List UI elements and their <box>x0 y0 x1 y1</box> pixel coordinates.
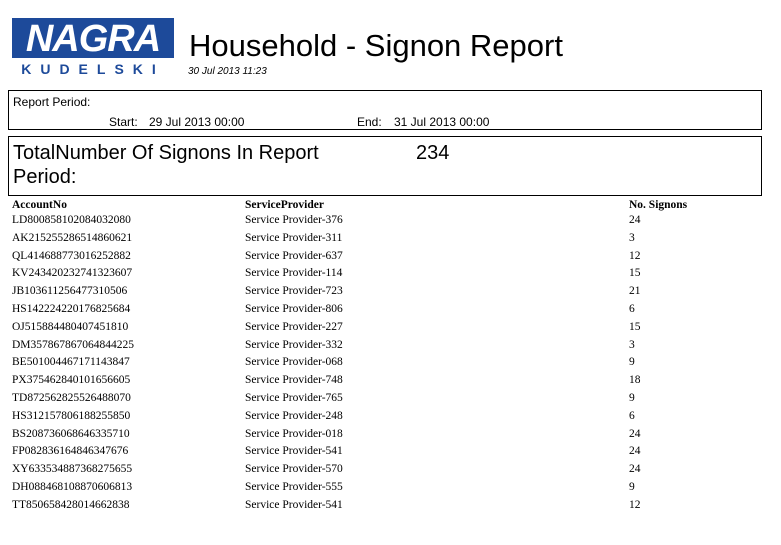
logo-graphic <box>12 18 174 76</box>
logo-top-text: NAGRA <box>25 18 161 60</box>
service-provider-cell: Service Provider-248 <box>245 409 343 422</box>
account-no-cell: AK215255286514860621 <box>12 231 133 244</box>
table-row <box>0 498 781 516</box>
account-no-cell: FP082836164846347676 <box>12 445 129 458</box>
report-period-box <box>8 90 762 130</box>
signons-cell: 6 <box>629 409 635 422</box>
end-value: 31 Jul 2013 00:00 <box>394 115 490 129</box>
report-timestamp: 30 Jul 2013 11:23 <box>188 66 267 77</box>
start-label: Start: <box>109 115 138 129</box>
report-period-label: Report Period: <box>13 95 91 109</box>
service-provider-cell: Service Provider-332 <box>245 338 343 351</box>
report-title: Household - Signon Report <box>189 28 563 63</box>
table-row <box>0 480 781 498</box>
account-no-cell: KV243420232741323607 <box>12 267 133 280</box>
total-signons-label: TotalNumber Of Signons In Report Period: <box>13 142 319 188</box>
table-row <box>0 213 781 231</box>
signons-cell: 24 <box>629 463 641 476</box>
table-row <box>0 284 781 302</box>
table-header <box>0 198 781 213</box>
total-signons-value: 234 <box>416 142 450 164</box>
table-row <box>0 338 781 356</box>
logo-bottom-text: KUDELSKI <box>21 61 165 76</box>
column-header-accountno: AccountNo <box>12 199 67 211</box>
service-provider-cell: Service Provider-748 <box>245 374 343 387</box>
signons-cell: 15 <box>629 320 641 333</box>
nagra-kudelski-logo <box>12 18 174 76</box>
table-row <box>0 444 781 462</box>
signons-cell: 18 <box>629 374 641 387</box>
table-row <box>0 462 781 480</box>
table-row <box>0 320 781 338</box>
table-row <box>0 231 781 249</box>
service-provider-cell: Service Provider-541 <box>245 498 343 511</box>
table-row <box>0 249 781 267</box>
service-provider-cell: Service Provider-570 <box>245 463 343 476</box>
signons-cell: 12 <box>629 498 641 511</box>
column-header-signons: No. Signons <box>629 199 688 211</box>
signons-cell: 15 <box>629 267 641 280</box>
account-no-cell: TT850658428014662838 <box>12 498 130 511</box>
table-row <box>0 355 781 373</box>
table-row <box>0 409 781 427</box>
signons-cell: 21 <box>629 285 641 298</box>
account-no-cell: LD800858102084032080 <box>12 214 131 226</box>
table-row <box>0 391 781 409</box>
signons-cell: 3 <box>629 231 635 244</box>
account-no-cell: OJ515884480407451810 <box>12 320 129 333</box>
service-provider-cell: Service Provider-068 <box>245 356 343 369</box>
service-provider-cell: Service Provider-765 <box>245 391 343 404</box>
table-row <box>0 302 781 320</box>
service-provider-cell: Service Provider-018 <box>245 427 343 440</box>
signons-cell: 9 <box>629 480 635 493</box>
signons-cell: 12 <box>629 249 641 262</box>
end-label: End: <box>357 115 382 129</box>
column-header-serviceprovider: ServiceProvider <box>245 199 324 211</box>
service-provider-cell: Service Provider-806 <box>245 302 343 315</box>
service-provider-cell: Service Provider-637 <box>245 249 343 262</box>
signons-cell: 6 <box>629 302 635 315</box>
account-no-cell: PX375462840101656605 <box>12 374 131 387</box>
account-no-cell: TD872562825526488070 <box>12 391 131 404</box>
account-no-cell: DH088468108870606813 <box>12 480 133 493</box>
signons-cell: 24 <box>629 445 641 458</box>
account-no-cell: HS312157806188255850 <box>12 409 131 422</box>
account-no-cell: BS208736068646335710 <box>12 427 130 440</box>
signons-cell: 3 <box>629 338 635 351</box>
signons-cell: 9 <box>629 391 635 404</box>
table-row <box>0 427 781 445</box>
signons-cell: 9 <box>629 356 635 369</box>
service-provider-cell: Service Provider-555 <box>245 480 343 493</box>
service-provider-cell: Service Provider-227 <box>245 320 343 333</box>
signons-cell: 24 <box>629 214 641 226</box>
table-body <box>0 213 781 516</box>
table-row <box>0 373 781 391</box>
signons-cell: 24 <box>629 427 641 440</box>
service-provider-cell: Service Provider-114 <box>245 267 343 280</box>
start-value: 29 Jul 2013 00:00 <box>149 115 245 129</box>
account-no-cell: JB103611256477310506 <box>12 285 128 298</box>
table-row <box>0 266 781 284</box>
signon-table <box>0 198 781 516</box>
account-no-cell: HS142224220176825684 <box>12 302 131 315</box>
account-no-cell: DM357867867064844225 <box>12 338 135 351</box>
service-provider-cell: Service Provider-723 <box>245 285 343 298</box>
service-provider-cell: Service Provider-541 <box>245 445 343 458</box>
account-no-cell: QL414688773016252882 <box>12 249 131 262</box>
account-no-cell: XY633534887368275655 <box>12 463 133 476</box>
service-provider-cell: Service Provider-376 <box>245 214 343 226</box>
total-signons-box <box>8 136 762 196</box>
service-provider-cell: Service Provider-311 <box>245 231 343 244</box>
account-no-cell: BE501004467171143847 <box>12 356 130 369</box>
